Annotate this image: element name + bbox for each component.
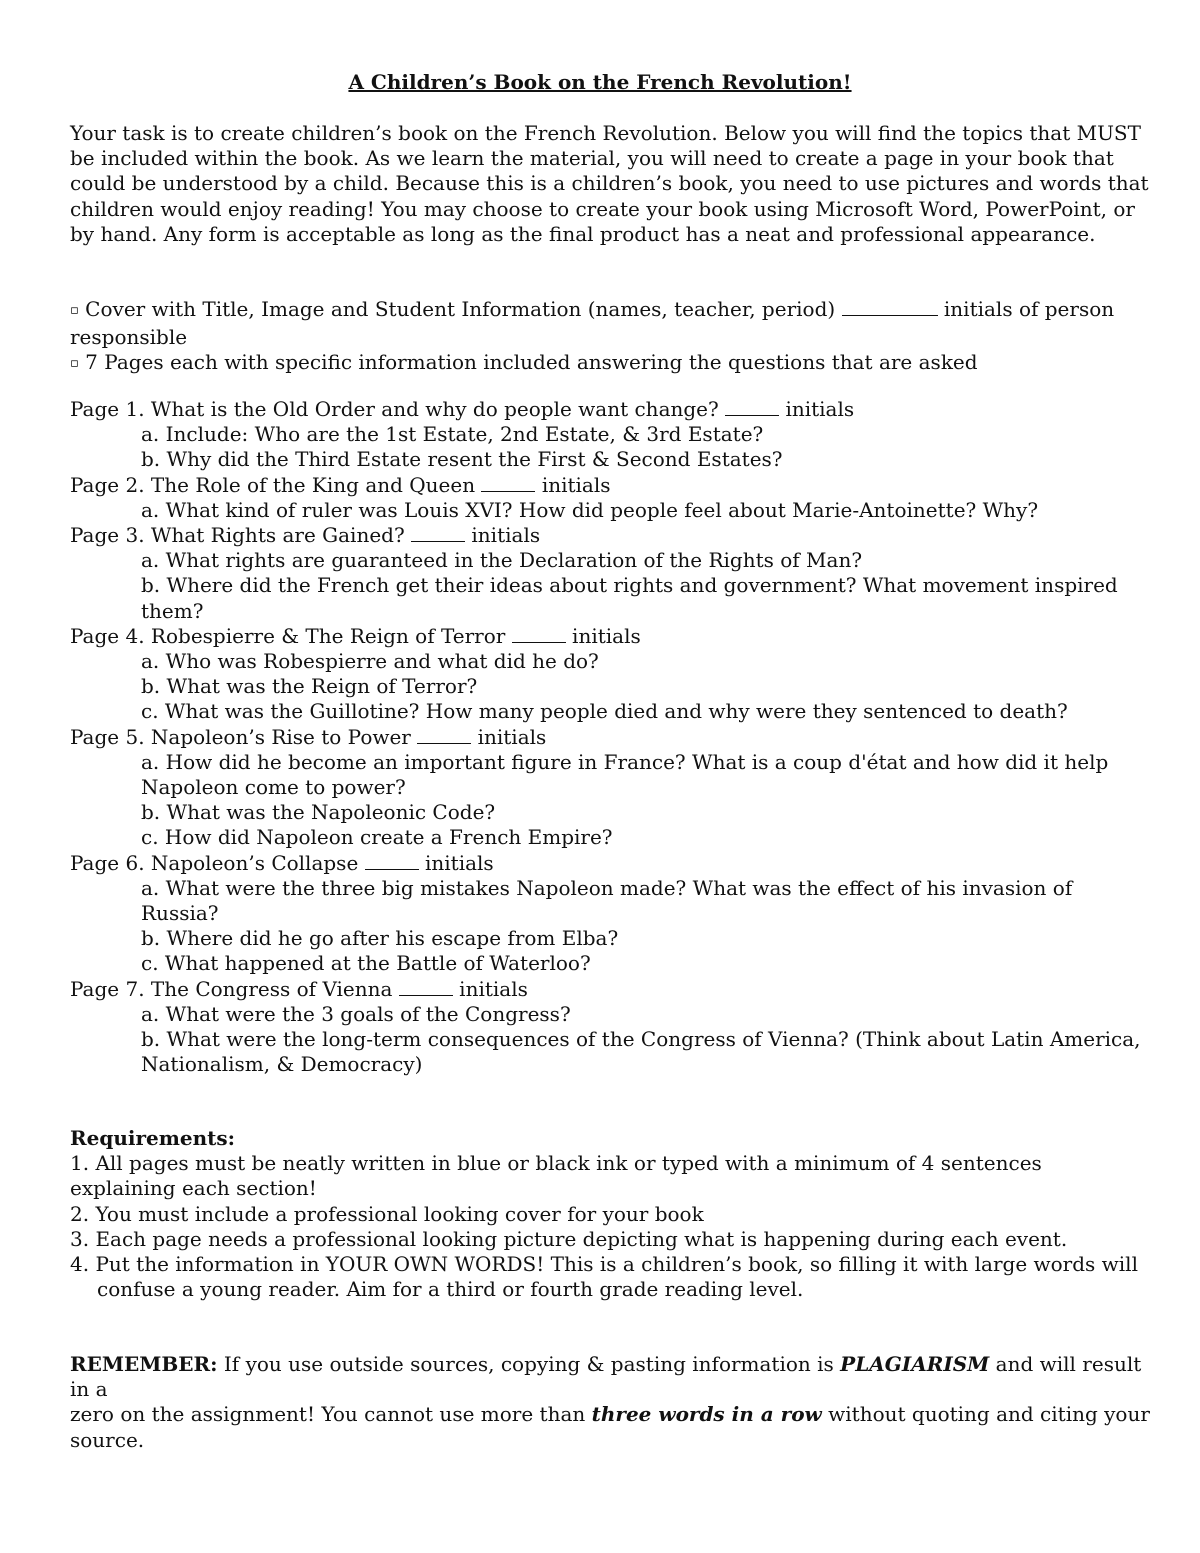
checkbox-icon: ▫ xyxy=(70,356,79,372)
requirement-item: 4. Put the information in YOUR OWN WORDS! This is a children’s book, so filling it with large words will confuse a young reader. Aim for a third or fourth grade reading level. xyxy=(70,1252,1138,1302)
initials-blank xyxy=(365,851,419,870)
question-item: c. What happened at the Battle of Waterloo? xyxy=(141,951,591,976)
question-item: a. What were the three big mistakes Napoleon made? What was the effect of his invasion of Russia? xyxy=(141,875,1073,926)
remember-line-2: zero on the assignment! You cannot use more than three words in a row without quoting and citing your source. xyxy=(70,1402,1150,1452)
page-topic-heading: Page 2. The Role of the King and Queen initials xyxy=(70,472,611,497)
checklist-pages-text: 7 Pages each with specific information included answering the questions that are asked xyxy=(85,350,978,375)
question-item: c. What was the Guillotine? How many people died and why were they sentenced to death? xyxy=(141,699,1068,724)
remember-line-1: REMEMBER: If you use outside sources, copying & pasting information is PLAGIARISM and will result in a xyxy=(70,1352,1142,1402)
initials-blank xyxy=(512,624,566,643)
remember-label: REMEMBER: xyxy=(70,1352,218,1376)
three-words-emphasis: three words in a row xyxy=(591,1402,822,1427)
checklist-initials-label: initials of person responsible xyxy=(70,297,1115,350)
requirement-item: 2. You must include a professional looking cover for your book xyxy=(70,1201,704,1226)
page-topic xyxy=(70,473,1150,523)
initials-blank xyxy=(399,977,453,996)
question-item: a. What were the 3 goals of the Congress? xyxy=(141,1001,571,1026)
question-item: b. What was the Reign of Terror? xyxy=(141,674,478,699)
question-item: c. How did Napoleon create a French Empire? xyxy=(141,825,613,850)
question-item: a. What kind of ruler was Louis XVI? How did people feel about Marie-Antoinette? Why? xyxy=(141,497,1039,522)
page-topic-heading: Page 5. Napoleon’s Rise to Power initials xyxy=(70,724,547,749)
plagiarism-emphasis: PLAGIARISM xyxy=(840,1352,990,1376)
question-item: b. What were the long-term consequences of the Congress of Vienna? (Think about Latin America, Nationalism, & Democracy) xyxy=(141,1027,1141,1077)
initials-blank xyxy=(842,297,938,316)
checklist-item-pages xyxy=(70,350,1150,378)
page-topic xyxy=(70,523,1150,624)
question-item: a. Include: Who are the 1st Estate, 2nd Estate, & 3rd Estate? xyxy=(141,422,764,447)
checklist-cover-text: Cover with Title, Image and Student Information (names, teacher, period) xyxy=(85,297,836,321)
initials-blank xyxy=(725,397,779,416)
question-item: b. Where did the French get their ideas about rights and government? What movement inspired them? xyxy=(141,573,1118,623)
page-topic-heading: Page 4. Robespierre & The Reign of Terror initials xyxy=(70,623,641,648)
remember-note xyxy=(70,1352,1150,1453)
question-item: a. How did he become an important figure in France? What is a coup d'état and how did it help Napoleon come to power? xyxy=(141,749,1109,800)
intro-paragraph: Your task is to create children’s book on the French Revolution. Below you will find the topics that MUST be included within the book. As we learn the material, you will need to create a page in your book that could be understood by a child. Because this is a children’s book, you need to use pictures and words that children would enjoy reading! You may choose to create your book using Microsoft Word, PowerPoint, or by hand. Any form is acceptable as long as the final product has a neat and professional appearance. xyxy=(70,121,1149,246)
page-topic-heading: Page 1. What is the Old Order and why do people want change? initials xyxy=(70,397,855,421)
checklist xyxy=(70,297,1150,379)
question-item: b. What was the Napoleonic Code? xyxy=(141,800,496,825)
page-topic xyxy=(70,977,1150,1078)
initials-blank xyxy=(417,725,471,744)
page-topic xyxy=(70,624,1150,725)
requirements-section xyxy=(70,1126,1150,1302)
question-item: b. Where did he go after his escape from Elba? xyxy=(141,926,619,951)
initials-blank xyxy=(481,473,535,492)
page-topic xyxy=(70,397,1150,473)
page-topics xyxy=(70,397,1150,1077)
page-topic xyxy=(70,851,1150,977)
requirement-item: 1. All pages must be neatly written in blue or black ink or typed with a minimum of 4 sentences explaining each section! xyxy=(70,1151,1042,1201)
requirements-heading: Requirements: xyxy=(70,1126,236,1150)
question-item: a. What rights are guaranteed in the Declaration of the Rights of Man? xyxy=(141,548,863,573)
page-topic-heading: Page 6. Napoleon’s Collapse initials xyxy=(70,850,494,875)
requirement-item: 3. Each page needs a professional looking picture depicting what is happening during each event. xyxy=(70,1226,1068,1251)
page-topic xyxy=(70,725,1150,851)
page-topic-heading: Page 7. The Congress of Vienna initials xyxy=(70,976,528,1001)
question-item: a. Who was Robespierre and what did he do? xyxy=(141,649,599,674)
question-item: b. Why did the Third Estate resent the First & Second Estates? xyxy=(141,447,783,472)
document-title: A Children’s Book on the French Revolution! xyxy=(348,70,852,94)
checklist-item-cover xyxy=(70,297,1150,350)
checkbox-icon: ▫ xyxy=(70,303,79,318)
page-topic-heading: Page 3. What Rights are Gained? initials xyxy=(70,523,541,548)
initials-blank xyxy=(411,523,465,542)
